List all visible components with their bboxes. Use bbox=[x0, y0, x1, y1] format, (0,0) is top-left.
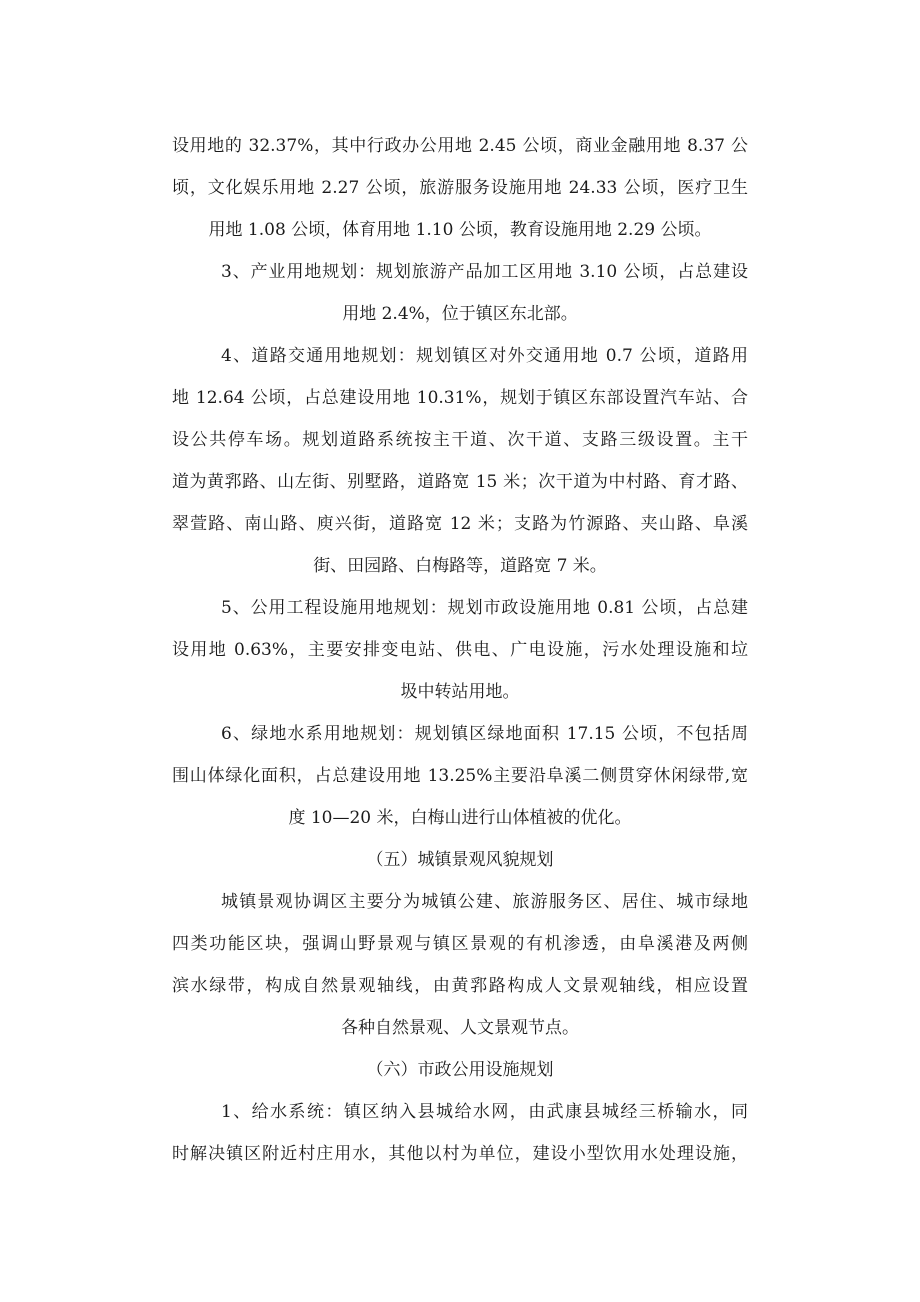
paragraph-line: 道为黄郛路、山左街、别墅路，道路宽 15 米；次干道为中村路、育才路、 bbox=[172, 472, 748, 492]
paragraph-line: 6、绿地水系用地规划：规划镇区绿地面积 17.15 公顷，不包括周 bbox=[221, 724, 748, 744]
paragraph-line: 设用地的 32.37%，其中行政办公用地 2.45 公顷，商业金融用地 8.37 公 bbox=[172, 136, 748, 156]
paragraph-line: 顷，文化娱乐用地 2.27 公顷，旅游服务设施用地 24.33 公顷，医疗卫生 bbox=[172, 178, 748, 198]
paragraph-line: 时解决镇区附近村庄用水，其他以村为单位，建设小型饮用水处理设施， bbox=[172, 1144, 748, 1164]
paragraph-line: 圾中转站用地。 bbox=[400, 682, 520, 702]
paragraph-line: 设用地 0.63%，主要安排变电站、供电、广电设施，污水处理设施和垃 bbox=[172, 640, 748, 660]
paragraph-line: 5、公用工程设施用地规划：规划市政设施用地 0.81 公顷，占总建 bbox=[221, 598, 748, 618]
paragraph-line: 用地 2.4%，位于镇区东北部。 bbox=[342, 304, 578, 324]
document-body bbox=[172, 131, 748, 1181]
paragraph-line: 四类功能区块，强调山野景观与镇区景观的有机渗透，由阜溪港及两侧 bbox=[172, 934, 748, 954]
section-heading: （五）城镇景观风貌规划 bbox=[366, 850, 554, 870]
paragraph-line: 翠萱路、南山路、庾兴街，道路宽 12 米；支路为竹源路、夹山路、阜溪 bbox=[172, 514, 748, 534]
paragraph-line: 3、产业用地规划：规划旅游产品加工区用地 3.10 公顷，占总建设 bbox=[221, 262, 748, 282]
paragraph-line: 滨水绿带，构成自然景观轴线，由黄郛路构成人文景观轴线，相应设置 bbox=[172, 976, 748, 996]
paragraph-line: 设公共停车场。规划道路系统按主干道、次干道、支路三级设置。主干 bbox=[172, 430, 748, 450]
paragraph-line: 地 12.64 公顷，占总建设用地 10.31%，规划于镇区东部设置汽车站、合 bbox=[172, 388, 748, 408]
paragraph-line: 1、给水系统：镇区纳入县城给水网，由武康县城经三桥输水，同 bbox=[221, 1102, 748, 1122]
paragraph-line: 围山体绿化面积，占总建设用地 13.25%主要沿阜溪二侧贯穿休闲绿带,宽 bbox=[172, 766, 748, 786]
paragraph-line: 各种自然景观、人文景观节点。 bbox=[341, 1018, 579, 1038]
paragraph-line: 街、田园路、白梅路等，道路宽 7 米。 bbox=[313, 556, 607, 576]
section-heading: （六）市政公用设施规划 bbox=[366, 1060, 554, 1080]
paragraph-line: 度 10—20 米，白梅山进行山体植被的优化。 bbox=[288, 808, 632, 828]
paragraph-line: 城镇景观协调区主要分为城镇公建、旅游服务区、居住、城市绿地 bbox=[221, 892, 748, 912]
paragraph-line: 用地 1.08 公顷，体育用地 1.10 公顷，教育设施用地 2.29 公顷。 bbox=[208, 220, 712, 240]
paragraph-line: 4、道路交通用地规划：规划镇区对外交通用地 0.7 公顷，道路用 bbox=[221, 346, 748, 366]
